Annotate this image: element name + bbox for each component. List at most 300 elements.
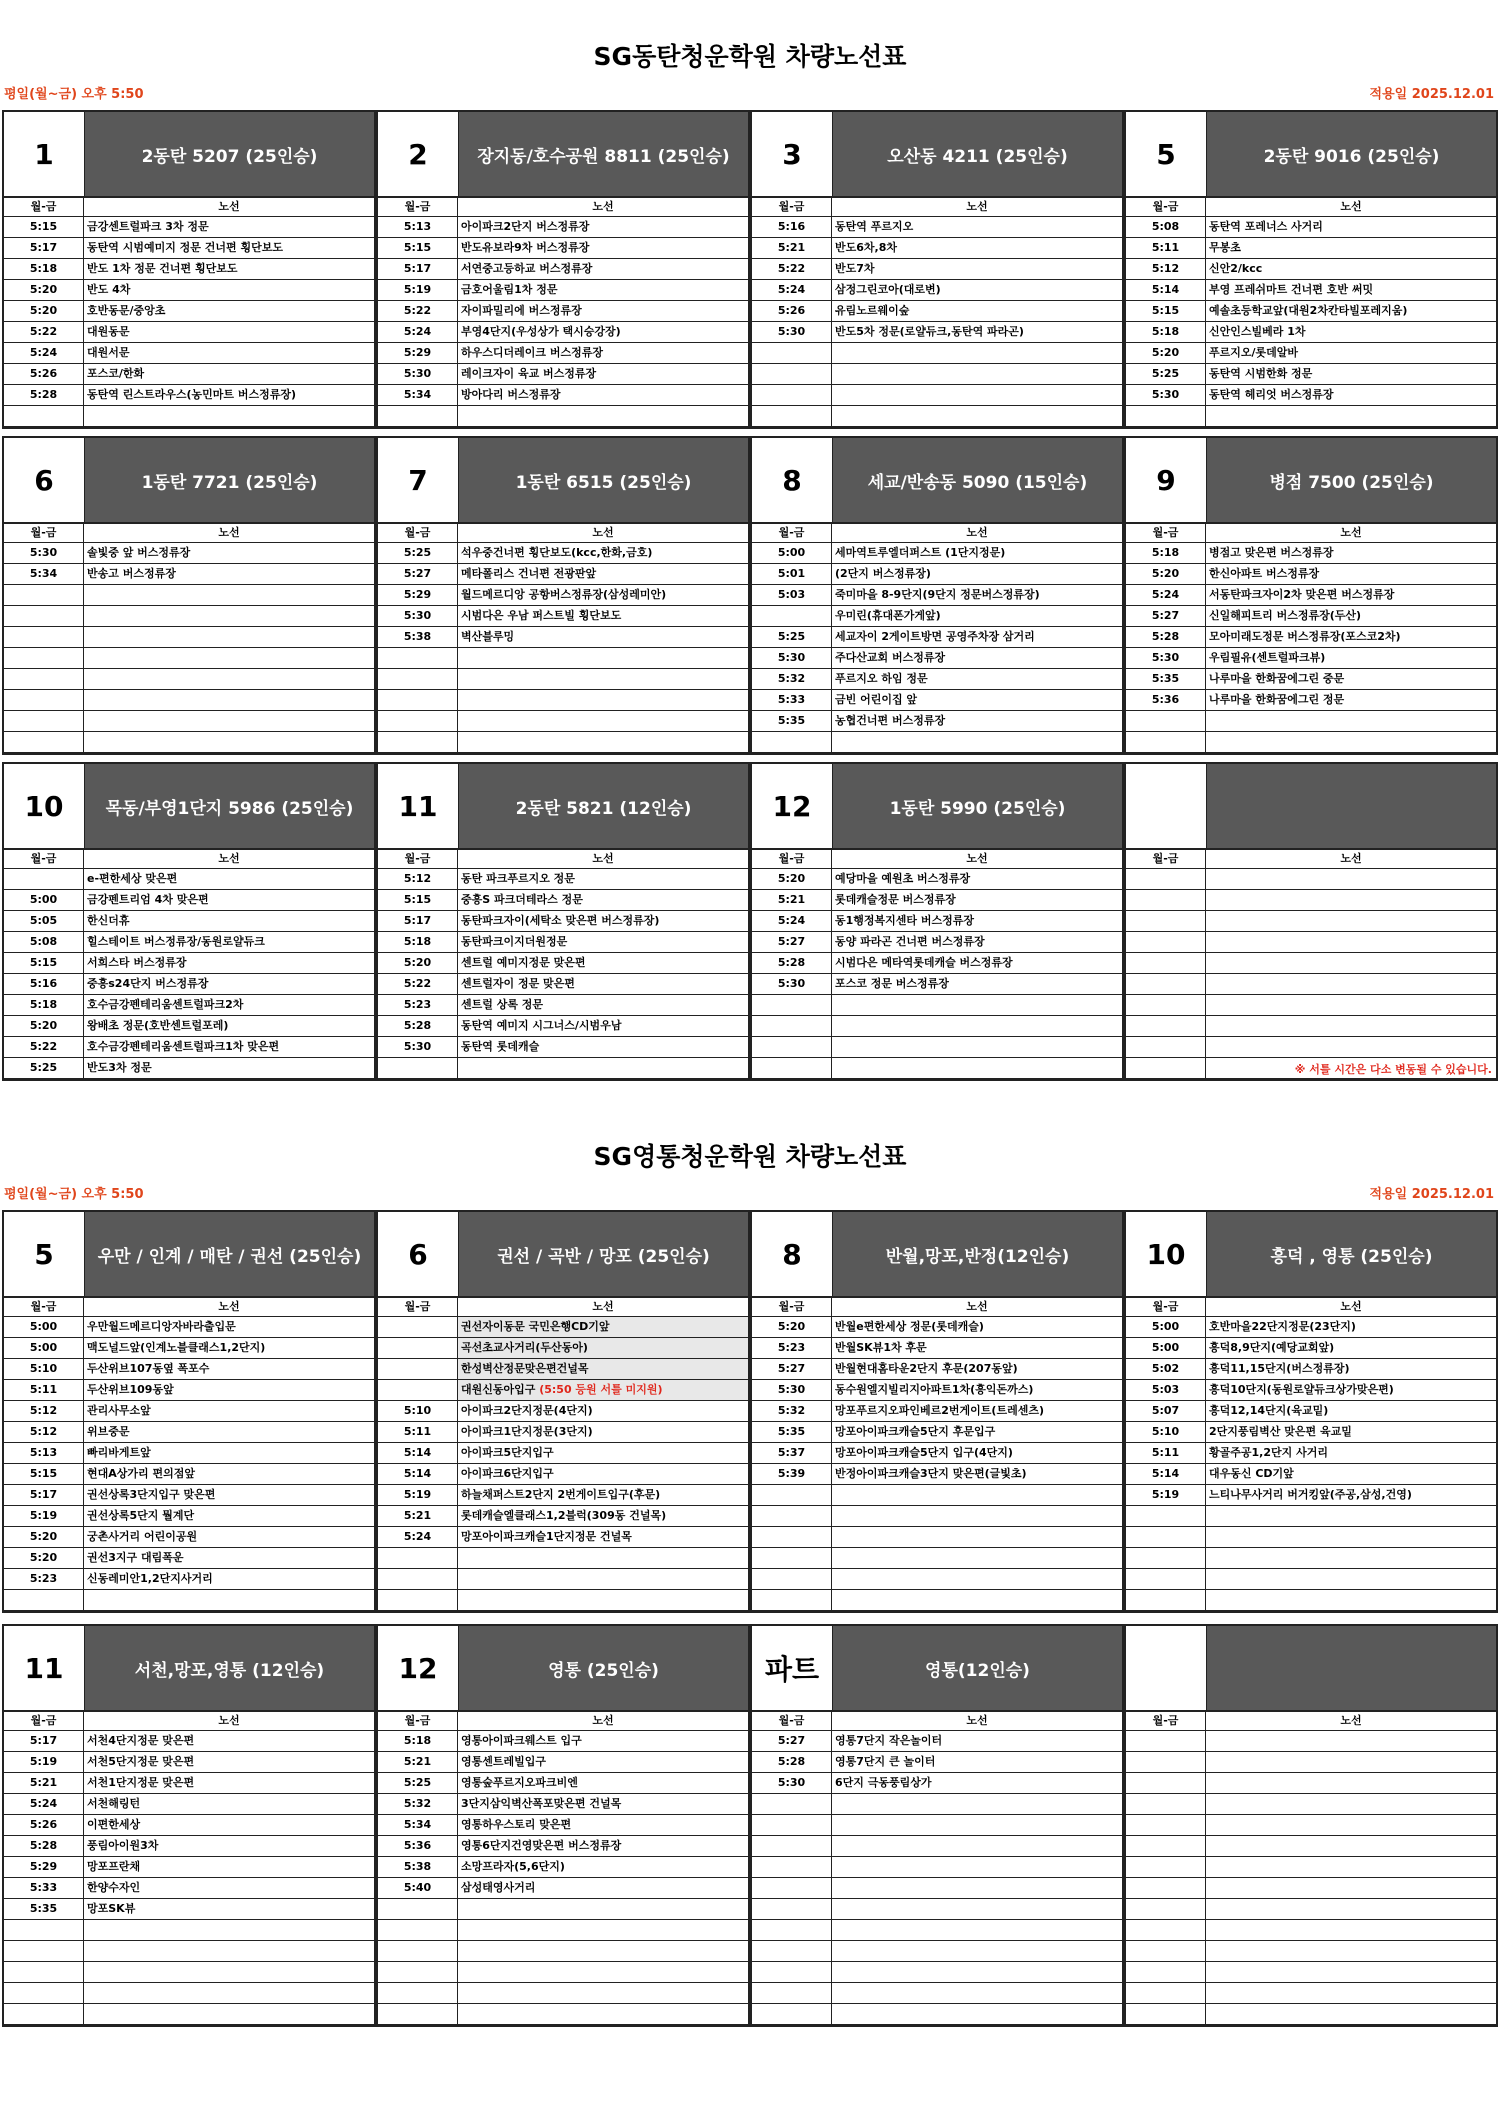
stop-time: 5:39 xyxy=(752,1464,832,1484)
stop-location: 영통7단지 큰 놀이터 xyxy=(835,1755,936,1768)
stop-time xyxy=(752,1506,832,1526)
stop-row xyxy=(378,690,748,711)
stop-location: 예솔초등학교앞(대원2차칸타빌포레지움) xyxy=(1209,304,1408,317)
stop-location xyxy=(832,995,1122,1015)
section1-route-grid xyxy=(2,110,1498,1092)
stop-time xyxy=(4,669,84,689)
stop-time: 5:11 xyxy=(378,1422,458,1442)
stop-location: 삼성태영사거리 xyxy=(461,1881,536,1894)
stop-row xyxy=(1126,406,1496,427)
route-card xyxy=(750,110,1124,429)
stop-row xyxy=(378,1899,748,1920)
stop-time: 5:00 xyxy=(4,1338,84,1358)
stop-location: 두산위브107동옆 폭포수 xyxy=(87,1362,210,1375)
stop-row xyxy=(4,1731,374,1752)
stop-location xyxy=(1206,1590,1496,1610)
stop-time xyxy=(1126,1016,1206,1036)
stop-time: 5:11 xyxy=(4,1380,84,1400)
stop-time: 5:33 xyxy=(752,690,832,710)
stop-row xyxy=(1126,1422,1496,1443)
column-header xyxy=(378,198,748,217)
stop-row xyxy=(752,343,1122,364)
stop-row xyxy=(1126,1037,1496,1058)
route-number: 7 xyxy=(378,438,459,522)
stop-time: 5:03 xyxy=(1126,1380,1206,1400)
stop-time xyxy=(1126,1527,1206,1547)
stop-time: 5:19 xyxy=(378,1485,458,1505)
stop-column-label: 노선 xyxy=(218,526,240,539)
stop-location xyxy=(1206,1815,1496,1835)
time-column-label: 월-금 xyxy=(4,1712,84,1730)
stop-location: 병점고 맞은편 버스정류장 xyxy=(1209,546,1334,559)
stop-row xyxy=(752,1773,1122,1794)
stop-location xyxy=(458,732,748,752)
stop-row xyxy=(378,406,748,427)
stop-row xyxy=(378,1983,748,2004)
stop-location: 센트럴 예미지정문 맞은편 xyxy=(461,956,586,969)
stop-row xyxy=(378,1836,748,1857)
route-header xyxy=(4,764,374,850)
stop-time: 5:15 xyxy=(1126,301,1206,321)
stop-row xyxy=(4,1037,374,1058)
stop-time: 5:08 xyxy=(4,932,84,952)
stop-location xyxy=(832,1962,1122,1982)
stop-location: 금강펜트리엄 4차 맞은편 xyxy=(87,893,209,906)
stop-row xyxy=(1126,217,1496,238)
stop-row xyxy=(752,1485,1122,1506)
stop-time: 5:25 xyxy=(1126,364,1206,384)
stop-location: 무봉초 xyxy=(1209,241,1241,254)
stop-column-label: 노선 xyxy=(592,200,614,213)
stop-time xyxy=(752,1037,832,1057)
stop-time: 5:22 xyxy=(378,974,458,994)
stop-time: 5:30 xyxy=(752,974,832,994)
stop-row xyxy=(378,1878,748,1899)
time-column-label: 월-금 xyxy=(378,198,458,216)
stop-row xyxy=(752,364,1122,385)
stop-time xyxy=(1126,1815,1206,1835)
stop-location: 서천해링턴 xyxy=(87,1797,141,1810)
stop-time: 5:14 xyxy=(378,1464,458,1484)
stop-time: 5:23 xyxy=(4,1569,84,1589)
route-header xyxy=(4,1212,374,1298)
stop-row xyxy=(378,238,748,259)
stop-location xyxy=(832,1506,1122,1526)
stop-time: 5:28 xyxy=(1126,627,1206,647)
stop-row xyxy=(752,564,1122,585)
stop-row xyxy=(752,1422,1122,1443)
route-card xyxy=(2,110,376,429)
stop-location: 반도5차 정문(로얄듀크,동탄역 파라곤) xyxy=(835,325,1024,338)
stop-location: 포스코/한화 xyxy=(87,367,145,380)
stop-location: 동양 파라곤 건너편 버스정류장 xyxy=(835,935,985,948)
stop-time xyxy=(4,585,84,605)
stop-row xyxy=(378,1016,748,1037)
stop-location: 동탄역 시범한화 정문 xyxy=(1209,367,1313,380)
stop-time xyxy=(378,711,458,731)
column-header xyxy=(4,524,374,543)
stop-time: 5:30 xyxy=(378,1037,458,1057)
stop-row xyxy=(4,1752,374,1773)
stop-row xyxy=(1126,627,1496,648)
time-column-label: 월-금 xyxy=(1126,1712,1206,1730)
stop-row xyxy=(4,2004,374,2025)
stop-location xyxy=(832,1016,1122,1036)
stop-location xyxy=(458,1899,748,1919)
stop-row xyxy=(752,1794,1122,1815)
route-vehicle-name: 오산동 4211 (25인승) xyxy=(833,112,1122,196)
stop-location: 소망프라자(5,6단지) xyxy=(461,1860,565,1873)
stop-time xyxy=(1126,995,1206,1015)
stop-location: 모아미래도정문 버스정류장(포스코2차) xyxy=(1209,630,1401,643)
stop-time xyxy=(378,1962,458,1982)
route-number: 1 xyxy=(4,112,85,196)
stop-column-label: 노선 xyxy=(592,852,614,865)
stop-location xyxy=(832,1836,1122,1856)
stop-time: 5:28 xyxy=(752,1752,832,1772)
stop-time xyxy=(4,648,84,668)
stop-row xyxy=(378,2004,748,2025)
stop-row xyxy=(752,1037,1122,1058)
stop-location: 대원신동아입구 (5:50 등원 서틀 미지원) xyxy=(458,1380,748,1400)
stop-time xyxy=(752,1878,832,1898)
stop-time: 5:25 xyxy=(378,543,458,563)
stop-row xyxy=(1126,1464,1496,1485)
stop-location: 솔빛중 앞 버스정류장 xyxy=(87,546,191,559)
stop-time xyxy=(378,1338,458,1358)
stop-time: 5:29 xyxy=(378,343,458,363)
stop-location: 아이파크2단지 버스정류장 xyxy=(461,220,590,233)
stop-row xyxy=(4,343,374,364)
stop-location: 우림필유(센트럴파크뷰) xyxy=(1209,651,1326,664)
stop-location: 농협건너편 버스정류장 xyxy=(835,714,946,727)
route-vehicle-name: 목동/부영1단지 5986 (25인승) xyxy=(85,764,374,848)
stop-location xyxy=(1206,1962,1496,1982)
stop-row xyxy=(752,1527,1122,1548)
stop-time: 5:13 xyxy=(4,1443,84,1463)
column-header xyxy=(752,850,1122,869)
time-column-label: 월-금 xyxy=(1126,524,1206,542)
stop-location: 반도 4차 xyxy=(87,283,131,296)
stop-location xyxy=(84,711,374,731)
route-vehicle-name xyxy=(1207,764,1496,848)
route-number: 6 xyxy=(4,438,85,522)
stop-row xyxy=(4,1899,374,1920)
stop-time: 5:20 xyxy=(4,1527,84,1547)
stop-location xyxy=(1206,1527,1496,1547)
route-vehicle-name: 영통 (25인승) xyxy=(459,1626,748,1710)
stop-location xyxy=(458,406,748,426)
stop-time: 5:12 xyxy=(378,869,458,889)
stop-row xyxy=(1126,1317,1496,1338)
stop-location xyxy=(458,690,748,710)
route-card xyxy=(1124,436,1498,755)
stop-time: 5:29 xyxy=(4,1857,84,1877)
stop-location xyxy=(832,1794,1122,1814)
stop-time: 5:21 xyxy=(378,1506,458,1526)
route-vehicle-name: 흥덕 , 영통 (25인승) xyxy=(1207,1212,1496,1296)
stop-location: 롯데캐슬정문 버스정류장 xyxy=(835,893,956,906)
route-header xyxy=(1126,112,1496,198)
stop-time xyxy=(4,690,84,710)
stop-row xyxy=(752,932,1122,953)
route-header xyxy=(752,764,1122,850)
stop-row xyxy=(1126,1731,1496,1752)
stop-row xyxy=(752,1899,1122,1920)
route-number: 5 xyxy=(4,1212,85,1296)
stop-time: 5:36 xyxy=(1126,690,1206,710)
stop-row xyxy=(378,1731,748,1752)
stop-location xyxy=(458,648,748,668)
stop-time: 5:21 xyxy=(752,238,832,258)
stop-time: 5:24 xyxy=(752,911,832,931)
stop-row xyxy=(4,732,374,753)
stop-time: 5:40 xyxy=(378,1878,458,1898)
stop-row xyxy=(752,995,1122,1016)
stop-row xyxy=(752,1941,1122,1962)
time-column-label: 월-금 xyxy=(752,198,832,216)
stop-location: 동탄역 예미지 시그너스/시범우남 xyxy=(461,1019,622,1032)
stop-time: 5:00 xyxy=(752,543,832,563)
route-card xyxy=(376,1624,750,2027)
stop-location: 반도유보라9차 버스정류장 xyxy=(461,241,590,254)
stop-time xyxy=(752,1941,832,1961)
stop-location xyxy=(1206,406,1496,426)
stop-time: 5:22 xyxy=(4,322,84,342)
stop-location: 반월SK뷰1차 후문 xyxy=(835,1341,927,1354)
stop-location: 서연중고등하교 버스정류장 xyxy=(461,262,593,275)
stop-time: 5:37 xyxy=(752,1443,832,1463)
stop-time xyxy=(1126,1590,1206,1610)
stop-row xyxy=(1126,690,1496,711)
stop-column-label: 노선 xyxy=(592,1300,614,1313)
stop-row xyxy=(1126,869,1496,890)
stop-location xyxy=(832,1590,1122,1610)
stop-location: 권선3지구 대림폭운 xyxy=(87,1551,184,1564)
stop-location: 신안2/kcc xyxy=(1209,262,1263,275)
stop-row xyxy=(752,1548,1122,1569)
route-number: 10 xyxy=(1126,1212,1207,1296)
stop-row xyxy=(378,1773,748,1794)
stop-time: 5:30 xyxy=(4,543,84,563)
stop-time xyxy=(1126,1037,1206,1057)
stop-time xyxy=(1126,1506,1206,1526)
stop-row xyxy=(378,911,748,932)
stop-location xyxy=(84,1983,374,2003)
stop-location: 호반마을22단지정문(23단지) xyxy=(1209,1320,1356,1333)
column-header xyxy=(752,198,1122,217)
stop-location xyxy=(832,1037,1122,1057)
stop-row xyxy=(378,1857,748,1878)
stop-row xyxy=(378,1962,748,1983)
stop-location xyxy=(832,1527,1122,1547)
stop-time: 5:33 xyxy=(4,1878,84,1898)
stop-location: e-편한세상 맞은편 xyxy=(87,872,178,885)
stop-row xyxy=(378,1380,748,1401)
route-number: 2 xyxy=(378,112,459,196)
stop-location: 한성벽산정문맞은편건널목 xyxy=(458,1359,748,1379)
stop-time xyxy=(378,732,458,752)
stop-location: 대원동문 xyxy=(87,325,130,338)
stop-row xyxy=(378,1401,748,1422)
stop-location: 영통6단지건영맞은편 버스정류장 xyxy=(461,1839,622,1852)
stop-row xyxy=(378,1815,748,1836)
stop-time: 5:35 xyxy=(4,1899,84,1919)
route-header xyxy=(1126,1626,1496,1712)
stop-time xyxy=(1126,2004,1206,2024)
stop-time: 5:27 xyxy=(752,1731,832,1751)
stop-time: 5:30 xyxy=(378,364,458,384)
stop-time xyxy=(752,1527,832,1547)
stop-row xyxy=(1126,1506,1496,1527)
stop-row xyxy=(1126,1359,1496,1380)
stop-row xyxy=(378,564,748,585)
stop-column-label: 노선 xyxy=(966,200,988,213)
stop-location: 동탄역 푸르지오 xyxy=(835,220,914,233)
stop-location: 동탄역 시범예미지 정문 건너편 횡단보도 xyxy=(87,241,283,254)
route-number: 8 xyxy=(752,1212,833,1296)
stop-row xyxy=(752,1401,1122,1422)
stop-time: 5:19 xyxy=(4,1752,84,1772)
route-header xyxy=(752,1626,1122,1712)
stop-location: 레이크자이 육교 버스정류장 xyxy=(461,367,597,380)
stop-time xyxy=(378,690,458,710)
stop-location xyxy=(832,385,1122,405)
stop-location: 왕배초 정문(호반센트럴포레) xyxy=(87,1019,229,1032)
stop-location xyxy=(1206,1506,1496,1526)
stop-row xyxy=(4,322,374,343)
stop-time: 5:26 xyxy=(752,301,832,321)
stop-location xyxy=(1206,732,1496,752)
stop-location: 힐스테이트 버스정류장/동원로얄듀크 xyxy=(87,935,265,948)
stop-time xyxy=(4,606,84,626)
stop-location: (2단지 버스정류장) xyxy=(835,567,931,580)
stop-time xyxy=(752,1548,832,1568)
stop-column-label: 노선 xyxy=(1340,1714,1362,1727)
stop-time: 5:20 xyxy=(1126,564,1206,584)
stop-row xyxy=(1126,564,1496,585)
stop-row xyxy=(4,1815,374,1836)
stop-location xyxy=(458,1920,748,1940)
stop-row xyxy=(752,301,1122,322)
stop-location xyxy=(458,2004,748,2024)
stop-row xyxy=(378,585,748,606)
stop-location: 부영4단지(우성상가 택시승강장) xyxy=(461,325,621,338)
stop-row xyxy=(752,259,1122,280)
stop-row xyxy=(1126,1338,1496,1359)
stop-time: 5:38 xyxy=(378,1857,458,1877)
stop-row xyxy=(378,974,748,995)
stop-row xyxy=(1126,238,1496,259)
stop-time xyxy=(752,1836,832,1856)
stop-row xyxy=(1126,974,1496,995)
stop-row xyxy=(1126,1836,1496,1857)
stop-time: 5:20 xyxy=(4,1548,84,1568)
stop-time: 5:08 xyxy=(1126,217,1206,237)
route-card xyxy=(2,436,376,755)
stop-location: 황골주공1,2단지 사거리 xyxy=(1209,1446,1328,1459)
stop-row xyxy=(378,217,748,238)
stop-time xyxy=(1126,1731,1206,1751)
stop-location xyxy=(1206,1548,1496,1568)
stop-location: 동1행정복지센타 버스정류장 xyxy=(835,914,974,927)
stop-row xyxy=(752,911,1122,932)
stop-location xyxy=(458,711,748,731)
stop-time: 5:15 xyxy=(378,890,458,910)
stop-time: 5:38 xyxy=(378,627,458,647)
stop-column-label: 노선 xyxy=(218,1300,240,1313)
stop-row xyxy=(752,1857,1122,1878)
stop-row xyxy=(752,627,1122,648)
stop-time xyxy=(752,1794,832,1814)
stop-time: 5:24 xyxy=(752,280,832,300)
stop-location: 서천5단지정문 맞은편 xyxy=(87,1755,195,1768)
stop-time: 5:30 xyxy=(752,1380,832,1400)
stop-location xyxy=(832,1899,1122,1919)
stop-time xyxy=(1126,1058,1206,1078)
stop-location: 동탄역 린스트라우스(농민마트 버스정류장) xyxy=(87,388,296,401)
stop-row xyxy=(1126,1899,1496,1920)
stop-location: 대원서문 xyxy=(87,346,130,359)
stop-column-label: 노선 xyxy=(1340,526,1362,539)
stop-row xyxy=(4,406,374,427)
stop-location: 삼정그린코아(대로변) xyxy=(835,283,941,296)
stop-time: 5:22 xyxy=(4,1037,84,1057)
route-number: 10 xyxy=(4,764,85,848)
stop-row xyxy=(4,690,374,711)
stop-time: 5:32 xyxy=(752,1401,832,1421)
stop-time: 5:26 xyxy=(4,1815,84,1835)
stop-row xyxy=(1126,1527,1496,1548)
time-column-label: 월-금 xyxy=(378,1298,458,1316)
stop-location: 관리사무소앞 xyxy=(87,1404,151,1417)
stop-location xyxy=(832,1920,1122,1940)
route-number: 12 xyxy=(378,1626,459,1710)
stop-location: 아이파크1단지정문(3단지) xyxy=(461,1425,593,1438)
stop-time xyxy=(752,1058,832,1078)
stop-location: 푸르지오/롯데알바 xyxy=(1209,346,1299,359)
stop-row xyxy=(4,1836,374,1857)
stop-location xyxy=(832,1548,1122,1568)
stop-time xyxy=(378,1317,458,1337)
stop-time xyxy=(752,1590,832,1610)
stop-time: 5:17 xyxy=(4,1485,84,1505)
stop-time: 5:35 xyxy=(752,1422,832,1442)
time-column-label: 월-금 xyxy=(752,850,832,868)
stop-time: 5:01 xyxy=(752,564,832,584)
stop-location xyxy=(1206,1569,1496,1589)
stop-time: 5:29 xyxy=(378,585,458,605)
stop-time xyxy=(752,1815,832,1835)
stop-location xyxy=(458,1590,748,1610)
stop-row xyxy=(1126,1590,1496,1611)
stop-row xyxy=(4,385,374,406)
stop-row xyxy=(4,995,374,1016)
stop-time: 5:05 xyxy=(4,911,84,931)
stop-row xyxy=(752,1920,1122,1941)
stop-location: 반월현대홈타운2단지 후문(207동앞) xyxy=(835,1362,1018,1375)
stop-time: 5:20 xyxy=(752,869,832,889)
stop-row xyxy=(752,1380,1122,1401)
stop-location: 곡선초교사거리(두산동아) xyxy=(458,1338,748,1358)
stop-location xyxy=(1206,1878,1496,1898)
stop-row xyxy=(1126,1548,1496,1569)
stop-location: 아이파크2단지정문(4단지) xyxy=(461,1404,593,1417)
stop-time: 5:10 xyxy=(378,1401,458,1421)
stop-time xyxy=(1126,1941,1206,1961)
stop-row xyxy=(1126,1878,1496,1899)
stop-location xyxy=(84,1962,374,1982)
